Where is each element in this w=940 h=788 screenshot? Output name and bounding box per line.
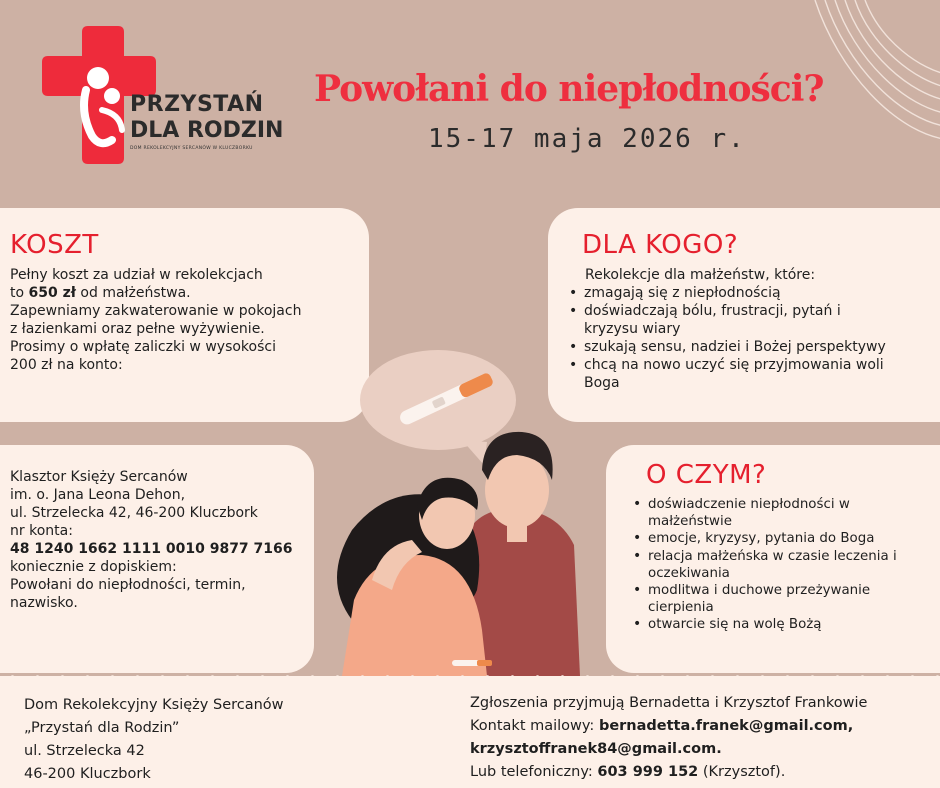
bank-line: im. o. Jana Leona Dehon,: [10, 487, 186, 503]
bank-account-number: 48 1240 1662 1111 0010 9877 7166: [10, 541, 293, 557]
email-link-1[interactable]: bernadetta.franek@gmail.com,: [598, 718, 854, 734]
phone-number[interactable]: 603 999 152: [597, 764, 699, 780]
footer-contact: [470, 692, 867, 784]
koszt-text: [10, 266, 355, 374]
address-line: Dom Rekolekcyjny Księży Sercanów: [24, 697, 284, 713]
koszt-price-line: [10, 284, 355, 302]
koszt-line: Prosimy o wpłatę zaliczki w wysokości: [10, 339, 276, 355]
phone-note: (Krzysztof).: [698, 764, 786, 780]
koszt-heading: KOSZT: [10, 230, 99, 260]
list-item: • doświadczenie niepłodności w małżeństwie: [630, 496, 870, 530]
bank-line: nr konta:: [10, 523, 73, 539]
koszt-price-post: od małżeństwa.: [75, 285, 191, 301]
koszt-line: 200 zł na konto:: [10, 357, 123, 373]
bank-line: ul. Strzelecka 42, 46-200 Kluczbork: [10, 505, 258, 521]
list-item: • szukają sensu, nadziei i Bożej perspektywy: [566, 338, 932, 356]
contact-line: Zgłoszenia przyjmują Bernadetta i Krzysztof Frankowie: [470, 695, 868, 711]
bank-line: Powołani do niepłodności, termin,: [10, 577, 246, 593]
address-line: 46-200 Kluczbork: [24, 766, 151, 782]
contact-phone-line: [470, 761, 867, 784]
mail-label: Kontakt mailowy:: [470, 718, 599, 734]
couple-illustration: [312, 330, 608, 676]
bank-line: koniecznie z dopiskiem:: [10, 559, 177, 575]
o-czym-heading: O CZYM?: [646, 460, 767, 490]
dla-kogo-intro: Rekolekcje dla małżeństw, które:: [585, 267, 816, 283]
phone-label: Lub telefoniczny:: [470, 764, 598, 780]
dla-kogo-list: [566, 284, 932, 392]
bank-details-text: [10, 468, 300, 612]
o-czym-list: [630, 496, 920, 634]
contact-mail-line-2: [470, 738, 867, 761]
list-item: • zmagają się z niepłodnością: [566, 284, 932, 302]
list-item: • doświadczają bólu, frustracji, pytań i kryzysu wiary: [566, 302, 866, 338]
logo-text-line2: DLA RODZIN: [130, 118, 284, 143]
email-link-2[interactable]: krzysztoffranek84@gmail.com.: [470, 741, 722, 757]
contact-mail-line: [470, 715, 867, 738]
dla-kogo-heading: DLA KOGO?: [582, 230, 739, 260]
logo-subtitle: DOM REKOLEKCYJNY SERCANÓW W KLUCZBORKU: [130, 146, 253, 151]
koszt-line: Zapewniamy zakwaterowanie w pokojach: [10, 303, 302, 319]
list-item: • emocje, kryzysy, pytania do Boga: [630, 530, 920, 547]
logo-text-line1: PRZYSTAŃ: [130, 92, 264, 117]
bank-line: Klasztor Księży Sercanów: [10, 469, 188, 485]
list-item: • modlitwa i duchowe przeżywanie cierpienia: [630, 582, 900, 616]
address-line: ul. Strzelecka 42: [24, 743, 145, 759]
koszt-price: 650 zł: [28, 285, 76, 301]
list-item: • relacja małżeńska w czasie leczenia i oczekiwania: [630, 548, 920, 582]
koszt-line: Pełny koszt za udział w rekolekcjach: [10, 267, 263, 283]
address-line: „Przystań dla Rodzin”: [24, 720, 180, 736]
koszt-line: z łazienkami oraz pełne wyżywienie.: [10, 321, 265, 337]
list-item: • otwarcie się na wolę Bożą: [630, 616, 920, 633]
bank-line: nazwisko.: [10, 595, 78, 611]
page-title: Powołani do niepłodności?: [314, 68, 824, 110]
list-item: • chcą na nowo uczyć się przyjmowania woli Boga: [566, 356, 906, 392]
footer-address: [24, 694, 284, 786]
woman-figure-icon: [337, 478, 487, 676]
koszt-price-pre: to: [10, 285, 29, 301]
event-date: 15-17 maja 2026 r.: [428, 124, 746, 154]
